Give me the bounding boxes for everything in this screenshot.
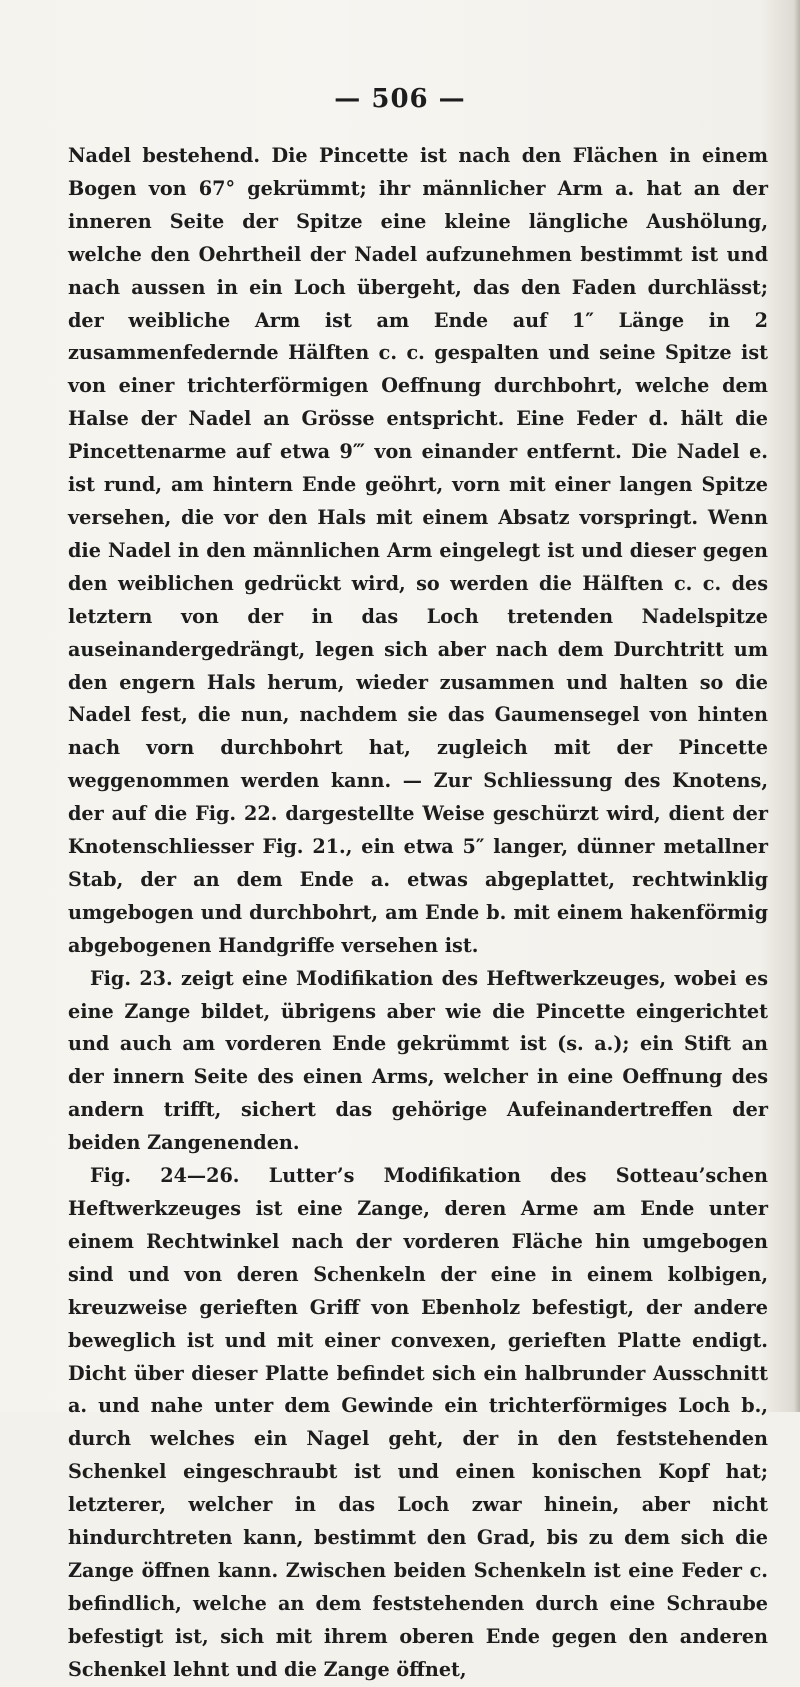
page-edge-shadow — [794, 0, 800, 1412]
paragraph-3: Fig. 24—26. Lutter’s Modifikation des Sotteau’schen Heftwerkzeuges ist eine Zange, deren Arme am Ende unter einem Rechtwinkel nach der vorderen Fläche hin umgebogen sind und von deren Schenkeln der eine in einem kolbigen, kreuzweise gerieften Griff von Ebenholz befestigt, der andere beweglich ist und mit einer convexen, gerieften Platte endigt. Dicht über dieser Platte befindet sich ein halbrunder Ausschnitt a. und nahe unter dem Gewinde ein trichterförmiges Loch b., durch welches ein Nagel geht, der in den feststehenden Schenkel eingeschraubt ist und einen konischen Kopf hat; letzterer, welcher in das Loch zwar hinein, aber nicht hindurchtreten kann, bestimmt den Grad, bis zu dem sich die Zange öffnen kann. Zwischen beiden Schenkeln ist eine Feder c. befindlich, welche an dem feststehenden durch eine Schraube befestigt ist, sich mit ihrem oberen Ende gegen den anderen Schenkel lehnt und die Zange öffnet, — [68, 1164, 768, 1681]
body-text — [68, 140, 768, 1687]
paragraph-1: Nadel bestehend. Die Pincette ist nach den Flächen in einem Bogen von 67° gekrümmt; ihr männlicher Arm a. hat an der inneren Seite der Spitze eine kleine längliche Aushölung, welche den Oehrtheil der Nadel aufzunehmen bestimmt ist und nach aussen in ein Loch übergeht, das den Faden durchlässt; der weibliche Arm ist am Ende auf 1″ Länge in 2 zusammenfedernde Hälften c. c. gespalten und seine Spitze ist von einer trichterförmigen Oeffnung durchbohrt, welche dem Halse der Nadel an Grösse entspricht. Eine Feder d. hält die Pincettenarme auf etwa 9‴ von einander entfernt. Die Nadel e. ist rund, am hintern Ende geöhrt, vorn mit einer langen Spitze versehen, die vor den Hals mit einem Absatz vorspringt. Wenn die Nadel in den männlichen Arm eingelegt ist und dieser gegen den weiblichen gedrückt wird, so werden die Hälften c. c. des letztern von der in das Loch tretenden Nadelspitze auseinandergedrängt, legen sich aber nach dem Durchtritt um den engern Hals herum, wieder zusammen und halten so die Nadel fest, die nun, nachdem sie das Gaumensegel von hinten nach vorn durchbohrt hat, zugleich mit der Pincette weggenommen werden kann. — Zur Schliessung des Knotens, der auf die Fig. 22. dargestellte Weise geschürzt wird, dient der Knotenschliesser Fig. 21., ein etwa 5″ langer, dünner metallner Stab, der an dem Ende a. etwas abgeplattet, rechtwinklig umgebogen und durchbohrt, am Ende b. mit einem hakenförmig abgebogenen Handgriffe versehen ist. — [68, 144, 768, 957]
page-number-header: — 506 — — [334, 84, 466, 114]
paragraph-2: Fig. 23. zeigt eine Modifikation des Heftwerkzeuges, wobei es eine Zange bildet, übrigens aber wie die Pincette eingerichtet und auch am vorderen Ende gekrümmt ist (s. a.); ein Stift an der innern Seite des einen Arms, welcher in eine Oeffnung des andern trifft, sichert das gehörige Aufeinandertreffen der beiden Zangenenden. — [68, 966, 768, 1155]
